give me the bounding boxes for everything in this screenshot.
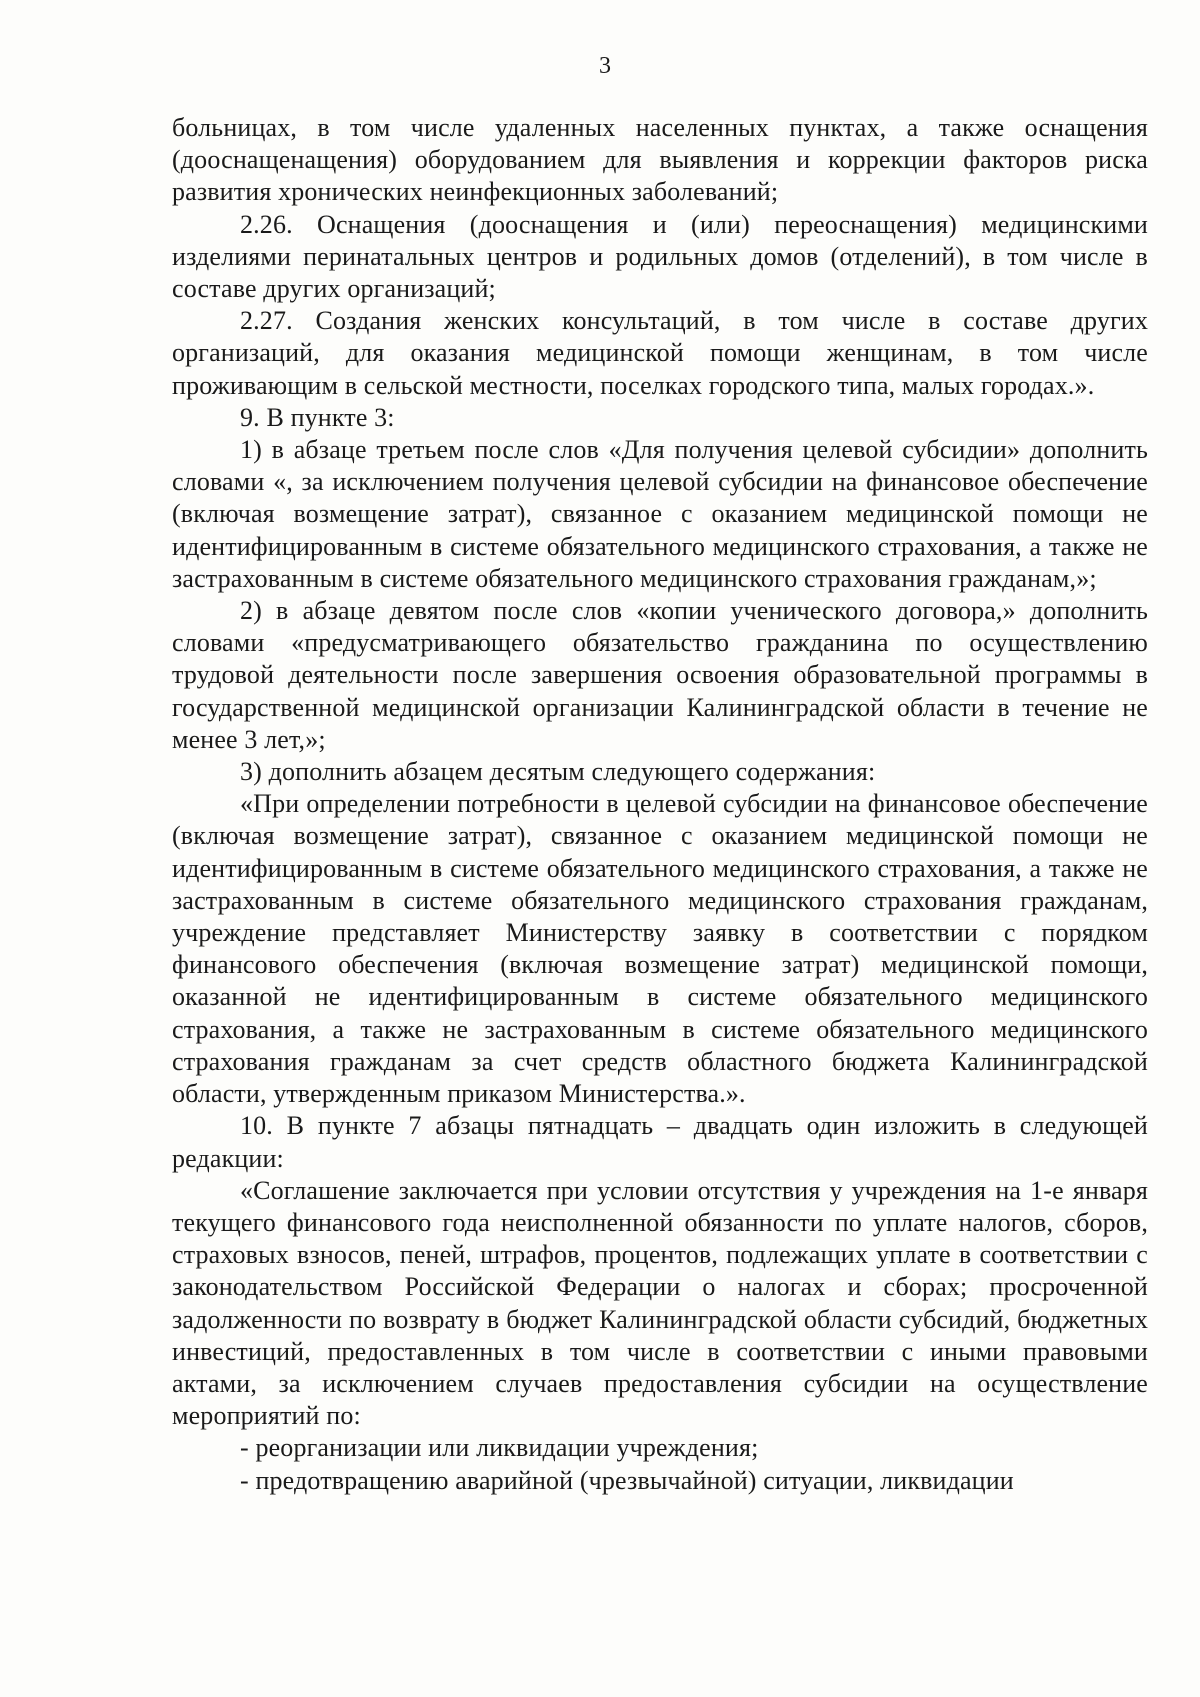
paragraph-item-2-26: 2.26. Оснащения (дооснащения и (или) переоснащения) медицинскими изделиями перинатальных центров и родильных домов (отделений), в том числе в составе других организаций; — [172, 209, 1148, 304]
paragraph-list-item-reorganization: - реорганизации или ликвидации учреждения; — [240, 1433, 759, 1463]
paragraph-item-2-27: 2.27. Создания женских консультаций, в том числе в составе других организаций, для оказания медицинской помощи женщинам, в том числе проживающим в сельской местности, поселках городского типа, малых городах.». — [172, 306, 1148, 400]
paragraph-continuation: больницах, в том числе удаленных населенных пунктах, а также оснащения (дооснащенащения) оборудованием для выявления и коррекции факторов риска развития хронических неинфекционных заболеваний; — [172, 113, 1148, 207]
paragraph-point-10: 10. В пункте 7 абзацы пятнадцать – двадцать один изложить в следующей редакции: — [172, 1111, 1148, 1173]
document-body — [172, 112, 1148, 1497]
paragraph-list-item-emergency: - предотвращению аварийной (чрезвычайной) ситуации, ликвидации — [240, 1465, 1014, 1495]
paragraph-point-9: 9. В пункте 3: — [240, 402, 395, 432]
paragraph-subpoint-1: 1) в абзаце третьем после слов «Для получения целевой субсидии» дополнить словами «, за исключением получения целевой субсидии на финансовое обеспечение (включая возмещение затрат), связанное с оказанием медицинской помощи не идентифицированным в системе обязательного медицинского страхования, а также не застрахованным в системе обязательного медицинского страхования гражданам,»; — [172, 435, 1148, 593]
paragraph-subpoint-3: 3) дополнить абзацем десятым следующего содержания: — [240, 757, 876, 787]
paragraph-quoted-tenth: «При определении потребности в целевой субсидии на финансовое обеспечение (включая возмещение затрат), связанное с оказанием медицинской помощи не идентифицированным в системе обязательного медицинского страхования, а также не застрахованным в системе обязательного медицинского страхования гражданам, учреждение представляет Министерству заявку в соответствии с порядком финансового обеспечения (включая возмещение затрат) медицинской помощи, оказанной не идентифицированным в системе обязательного медицинского страхования, а также не застрахованным в системе обязательного медицинского страхования гражданам за счет средств областного бюджета Калининградской области, утвержденным приказом Министерства.». — [172, 789, 1148, 1109]
paragraph-quoted-agreement: «Соглашение заключается при условии отсутствия у учреждения на 1-е января текущего финансового года неисполненной обязанности по уплате налогов, сборов, страховых взносов, пеней, штрафов, процентов, подлежащих уплате в соответствии с законодательством Российской Федерации о налогах и сборах; просроченной задолженности по возврату в бюджет Калининградской области субсидий, бюджетных инвестиций, предоставленных в том числе в соответствии с иными правовыми актами, за исключением случаев предоставления субсидии на осуществление мероприятий по: — [172, 1175, 1148, 1431]
paragraph-subpoint-2: 2) в абзаце девятом после слов «копии ученического договора,» дополнить словами «предусматривающего обязательство гражданина по осуществлению трудовой деятельности после завершения освоения образовательной программы в государственной медицинской организации Калининградской области в течение не менее 3 лет,»; — [172, 596, 1148, 754]
page-number: 3 — [599, 53, 611, 79]
